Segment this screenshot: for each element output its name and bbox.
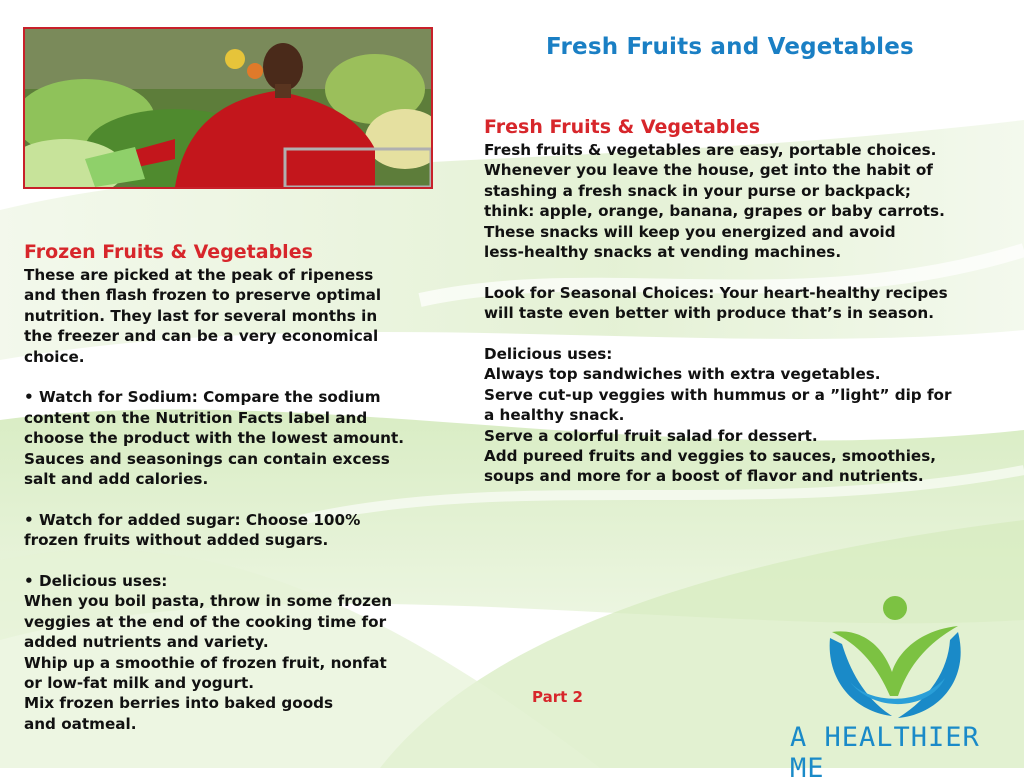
frozen-heading: Frozen Fruits & Vegetables [24,241,313,263]
text-line: Whenever you leave the house, get into the habit of [484,161,933,180]
text-line: Whip up a smoothie of frozen fruit, nonfat [24,653,387,672]
text-line: added nutrients and variety. [24,633,269,652]
text-line: a healthy snack. [484,406,625,425]
part-label: Part 2 [532,688,583,706]
spacer [24,551,454,571]
text-line: or low-fat milk and yogurt. [24,674,254,693]
text-line: Fresh fruits & vegetables are easy, portable choices. [484,141,937,159]
text-line: and oatmeal. [24,714,137,733]
text-line: frozen fruits without added sugars. [24,531,329,550]
woman-shopping-produce-image [25,29,431,187]
text-line: content on the Nutrition Facts label and [24,408,368,427]
text-line: choose the product with the lowest amount. [24,429,404,448]
fresh-section [484,116,1004,487]
text-line: nutrition. They last for several months in [24,306,378,325]
text-line: These are picked at the peak of ripeness [24,266,374,284]
text-line: • Watch for Sodium: Compare the sodium [24,388,381,407]
text-line: and then flash frozen to preserve optimal [24,286,382,305]
fresh-heading: Fresh Fruits & Vegetables [484,116,761,138]
text-line: think: apple, orange, banana, grapes or baby carrots. [484,202,945,221]
frozen-section [24,241,454,734]
spacer [484,324,1004,344]
text-line: salt and add calories. [24,470,209,489]
text-line: choice. [24,347,85,366]
produce-photo [23,27,433,189]
spacer [484,262,1004,282]
text-line: Delicious uses: [484,345,613,364]
text-line: soups and more for a boost of flavor and nutrients. [484,467,924,486]
text-line: Add pureed fruits and veggies to sauces, smoothies, [484,447,937,466]
text-line: less-healthy snacks at vending machines. [484,243,842,262]
text-line: • Watch for added sugar: Choose 100% [24,510,361,529]
text-line: When you boil pasta, throw in some frozen [24,592,393,611]
text-line: veggies at the end of the cooking time for [24,612,387,631]
text-line: Serve a colorful fruit salad for dessert. [484,426,818,445]
logo-text: A HEALTHIER ME [790,722,980,784]
text-line: • Delicious uses: [24,572,168,591]
spacer [24,367,454,387]
text-line: will taste even better with produce that’s in season. [484,304,934,323]
text-line: the freezer and can be a very economical [24,327,379,346]
text-line: These snacks will keep you energized and avoid [484,222,896,241]
text-line: stashing a fresh snack in your purse or backpack; [484,181,911,200]
spacer [24,489,454,509]
text-line: Sauces and seasonings can contain excess [24,449,390,468]
text-line: Serve cut-up veggies with hummus or a ”light” dip for [484,385,952,404]
page-title: Fresh Fruits and Vegetables [546,34,914,60]
text-line: Always top sandwiches with extra vegetables. [484,365,881,384]
text-line: Mix frozen berries into baked goods [24,694,334,713]
text-line: Look for Seasonal Choices: Your heart-healthy recipes [484,283,948,302]
